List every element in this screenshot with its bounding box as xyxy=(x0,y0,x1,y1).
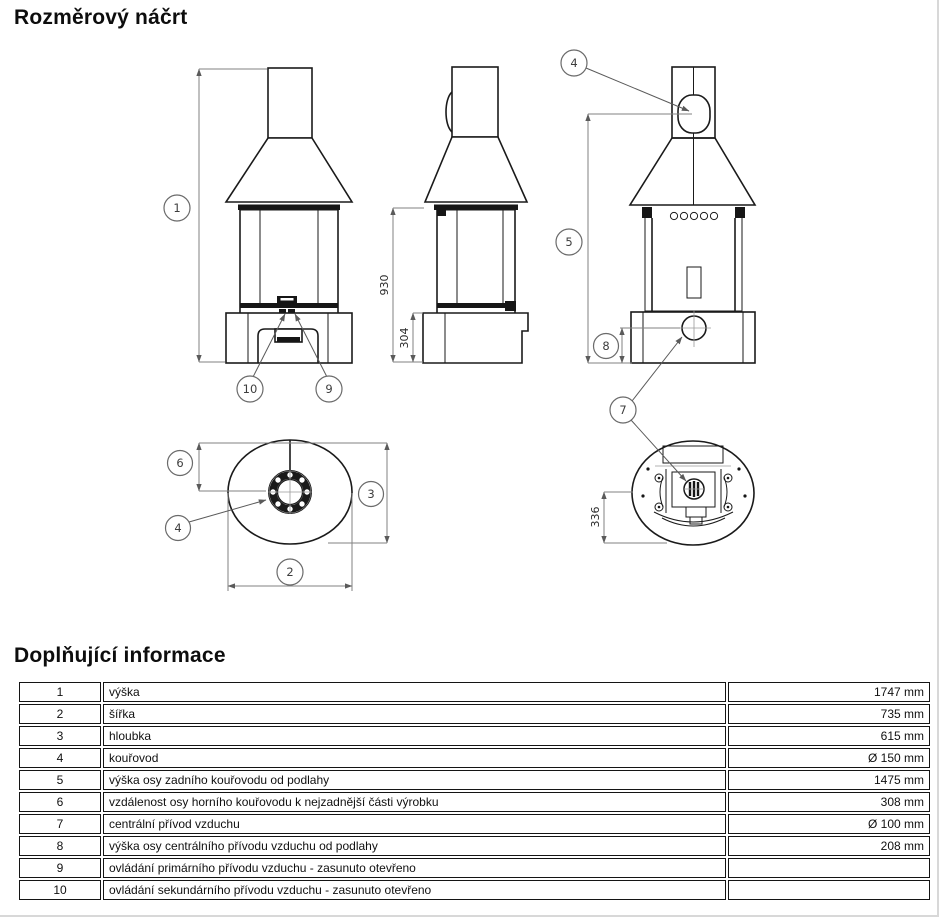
svg-text:10: 10 xyxy=(242,382,258,396)
rear-view xyxy=(630,67,755,363)
row-label: ovládání primárního přívodu vzduchu - zasunuto otevřeno xyxy=(103,858,726,878)
row-number: 1 xyxy=(19,682,101,702)
row-label: hloubka xyxy=(103,726,726,746)
svg-text:4: 4 xyxy=(174,521,182,535)
callout-6 xyxy=(168,451,193,476)
table-row xyxy=(19,726,930,746)
svg-text:9: 9 xyxy=(325,382,333,396)
row-value: 1747 mm xyxy=(728,682,930,702)
callout-1 xyxy=(164,195,190,221)
svg-text:7: 7 xyxy=(619,403,627,417)
callout-5 xyxy=(556,229,582,255)
row-number: 5 xyxy=(19,770,101,790)
row-number: 10 xyxy=(19,880,101,900)
row-value: Ø 100 mm xyxy=(728,814,930,834)
svg-text:3: 3 xyxy=(367,487,375,501)
additional-info-table xyxy=(17,680,932,902)
svg-text:2: 2 xyxy=(286,565,294,579)
callout-4-rear xyxy=(561,50,587,76)
table-row xyxy=(19,770,930,790)
flue-collar-profile xyxy=(446,92,452,132)
row-value: 1475 mm xyxy=(728,770,930,790)
svg-text:5: 5 xyxy=(565,235,573,249)
row-number: 8 xyxy=(19,836,101,856)
table-row xyxy=(19,814,930,834)
top-view xyxy=(228,440,352,544)
row-label: centrální přívod vzduchu xyxy=(103,814,726,834)
row-number: 4 xyxy=(19,748,101,768)
dim-304: 304 xyxy=(398,327,411,349)
svg-text:6: 6 xyxy=(176,456,184,470)
side-view xyxy=(423,67,528,363)
row-label: ovládání sekundárního přívodu vzduchu - zasunuto otevřeno xyxy=(103,880,726,900)
table-row xyxy=(19,748,930,768)
row-value: 615 mm xyxy=(728,726,930,746)
callout-7 xyxy=(610,397,636,423)
row-number: 6 xyxy=(19,792,101,812)
table-row xyxy=(19,880,930,900)
row-label: šířka xyxy=(103,704,726,724)
callout-8 xyxy=(594,334,619,359)
front-view xyxy=(226,68,352,363)
row-value xyxy=(728,880,930,900)
row-label: kouřovod xyxy=(103,748,726,768)
bottom-view xyxy=(632,441,754,545)
callout-9 xyxy=(316,376,342,402)
svg-text:4: 4 xyxy=(570,56,578,70)
svg-text:8: 8 xyxy=(602,339,610,353)
table-row xyxy=(19,682,930,702)
row-number: 9 xyxy=(19,858,101,878)
row-value xyxy=(728,858,930,878)
table-row xyxy=(19,836,930,856)
table-row xyxy=(19,704,930,724)
section-title: Doplňující informace xyxy=(14,644,226,667)
row-value: Ø 150 mm xyxy=(728,748,930,768)
row-number: 7 xyxy=(19,814,101,834)
row-value: 308 mm xyxy=(728,792,930,812)
svg-text:1: 1 xyxy=(173,201,181,215)
callout-2 xyxy=(277,559,303,585)
row-value: 208 mm xyxy=(728,836,930,856)
table-row xyxy=(19,858,930,878)
row-value: 735 mm xyxy=(728,704,930,724)
row-number: 2 xyxy=(19,704,101,724)
dim-336: 336 xyxy=(589,506,602,528)
row-number: 3 xyxy=(19,726,101,746)
dim-930: 930 xyxy=(378,274,391,296)
callout-10 xyxy=(237,376,263,402)
row-label: výška osy zadního kouřovodu od podlahy xyxy=(103,770,726,790)
callout-3 xyxy=(359,482,384,507)
row-label: vzdálenost osy horního kouřovodu k nejzadnější části výrobku xyxy=(103,792,726,812)
row-label: výška xyxy=(103,682,726,702)
table-row xyxy=(19,792,930,812)
leader-lines xyxy=(189,68,689,522)
callout-4-top xyxy=(166,516,191,541)
page-title: Rozměrový náčrt xyxy=(14,6,188,29)
row-label: výška osy centrálního přívodu vzduchu od podlahy xyxy=(103,836,726,856)
